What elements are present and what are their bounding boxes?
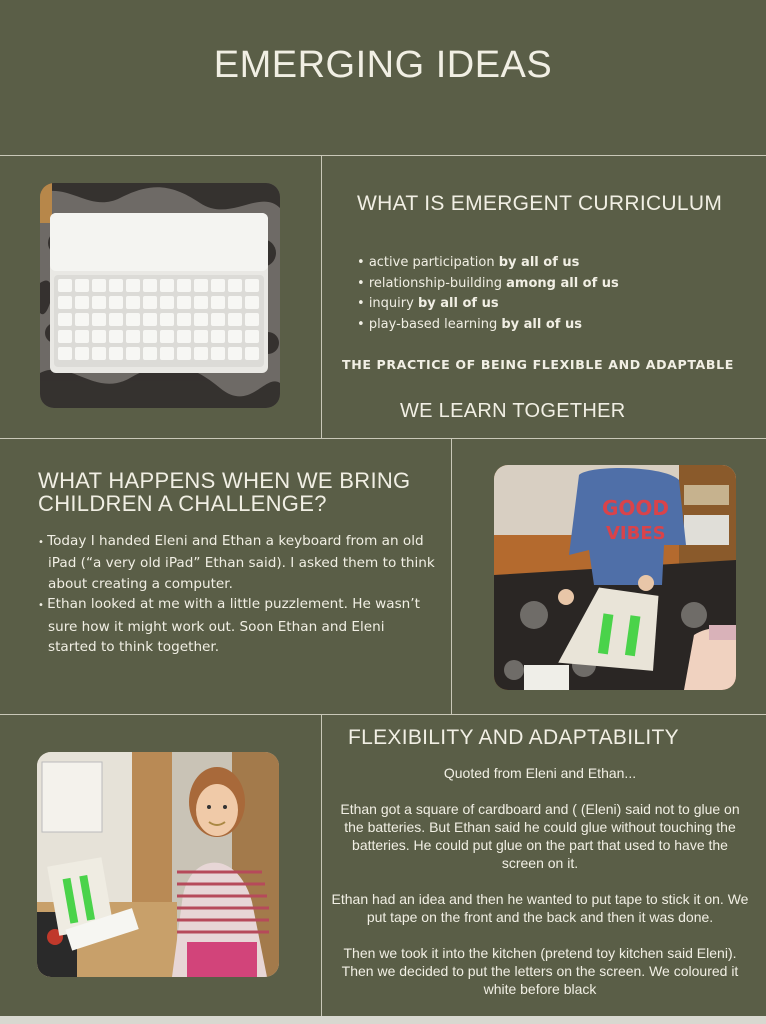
key-decoration [177,347,191,360]
list-item: • Today I handed Eleni and Ethan a keyboard from an old iPad (“a very old iPad” Ethan said). I asked them to think about creating a computer. [36,531,436,594]
key-decoration [228,313,242,326]
quote-paragraph: Ethan got a square of cardboard and ( (Eleni) said not to glue on the batteries. But Ethan said he could glue without touching the batteries. He could put glue on the part that used to have the screen on it. [340,801,740,871]
key-decoration [160,279,174,292]
list-item: • relationship-building among all of us [357,274,619,295]
key-decoration [194,313,208,326]
section-heading: FLEXIBILITY AND ADAPTABILITY [348,726,679,749]
key-decoration [126,279,140,292]
divider [0,155,766,156]
key-decoration [126,347,140,360]
challenge-list [36,531,436,657]
key-decoration [109,330,123,343]
key-decoration [228,347,242,360]
key-decoration [245,296,259,309]
emergent-list [357,253,619,335]
key-decoration [58,313,72,326]
keyboard-photo [40,183,280,408]
key-decoration [143,347,157,360]
sweater-text: VIBES [606,523,666,544]
key-decoration [245,330,259,343]
key-decoration [194,347,208,360]
key-decoration [92,296,106,309]
key-decoration [228,279,242,292]
section-heading: WHAT IS EMERGENT CURRICULUM [357,192,723,215]
divider [321,714,322,1016]
divider [0,714,766,715]
key-decoration [160,347,174,360]
key-decoration [160,296,174,309]
key-decoration [194,279,208,292]
learn-together-heading: WE LEARN TOGETHER [400,400,626,422]
list-item: • play-based learning by all of us [357,315,619,336]
section-heading: WHAT HAPPENS WHEN WE BRING CHILDREN A CHALLENGE? [38,468,411,516]
quote-block [330,764,750,1016]
key-decoration [75,296,89,309]
key-decoration [92,279,106,292]
quote-intro: Quoted from Eleni and Ethan... [443,765,637,781]
key-decoration [109,347,123,360]
key-decoration [109,296,123,309]
key-decoration [126,330,140,343]
key-decoration [58,279,72,292]
key-decoration [211,313,225,326]
list-item: • active participation by all of us [357,253,619,274]
girl-photo [37,752,279,977]
key-decoration [211,279,225,292]
divider [0,438,766,439]
key-decoration [92,330,106,343]
key-decoration [109,313,123,326]
key-decoration [228,296,242,309]
key-decoration [245,347,259,360]
page-title: EMERGING IDEAS [213,44,553,86]
practice-statement: THE PRACTICE OF BEING FLEXIBLE AND ADAPTABLE [342,357,734,372]
key-decoration [211,330,225,343]
key-decoration [75,330,89,343]
sweater-text: GOOD [602,496,670,520]
key-decoration [126,313,140,326]
key-decoration [92,313,106,326]
key-decoration [177,279,191,292]
key-decoration [160,330,174,343]
key-decoration [245,313,259,326]
key-decoration [109,279,123,292]
children-photo [494,465,736,690]
key-decoration [245,279,259,292]
key-decoration [228,330,242,343]
key-decoration [177,330,191,343]
page-bottom-edge [0,1016,766,1024]
key-decoration [92,347,106,360]
key-decoration [75,347,89,360]
key-decoration [58,347,72,360]
quote-paragraph: Ethan had an idea and then he wanted to put tape to stick it on. We put tape on the front and the back and then it was done. [331,891,749,925]
key-decoration [194,296,208,309]
divider [321,155,322,438]
key-decoration [211,347,225,360]
key-decoration [194,330,208,343]
quote-paragraph: Then we took it into the kitchen (pretend toy kitchen said Eleni). Then we decided to put the letters on the screen. We coloured it white before black [341,945,739,997]
list-item: • inquiry by all of us [357,294,619,315]
key-decoration [143,313,157,326]
key-decoration [177,313,191,326]
key-decoration [143,279,157,292]
key-decoration [75,313,89,326]
divider [451,438,452,714]
key-decoration [58,296,72,309]
key-decoration [143,296,157,309]
key-decoration [177,296,191,309]
key-decoration [75,279,89,292]
key-decoration [126,296,140,309]
key-decoration [58,330,72,343]
list-item: • Ethan looked at me with a little puzzlement. He wasn’t sure how it might work out. Soon Ethan and Eleni started to think together. [36,594,436,657]
key-decoration [160,313,174,326]
key-decoration [143,330,157,343]
key-decoration [211,296,225,309]
